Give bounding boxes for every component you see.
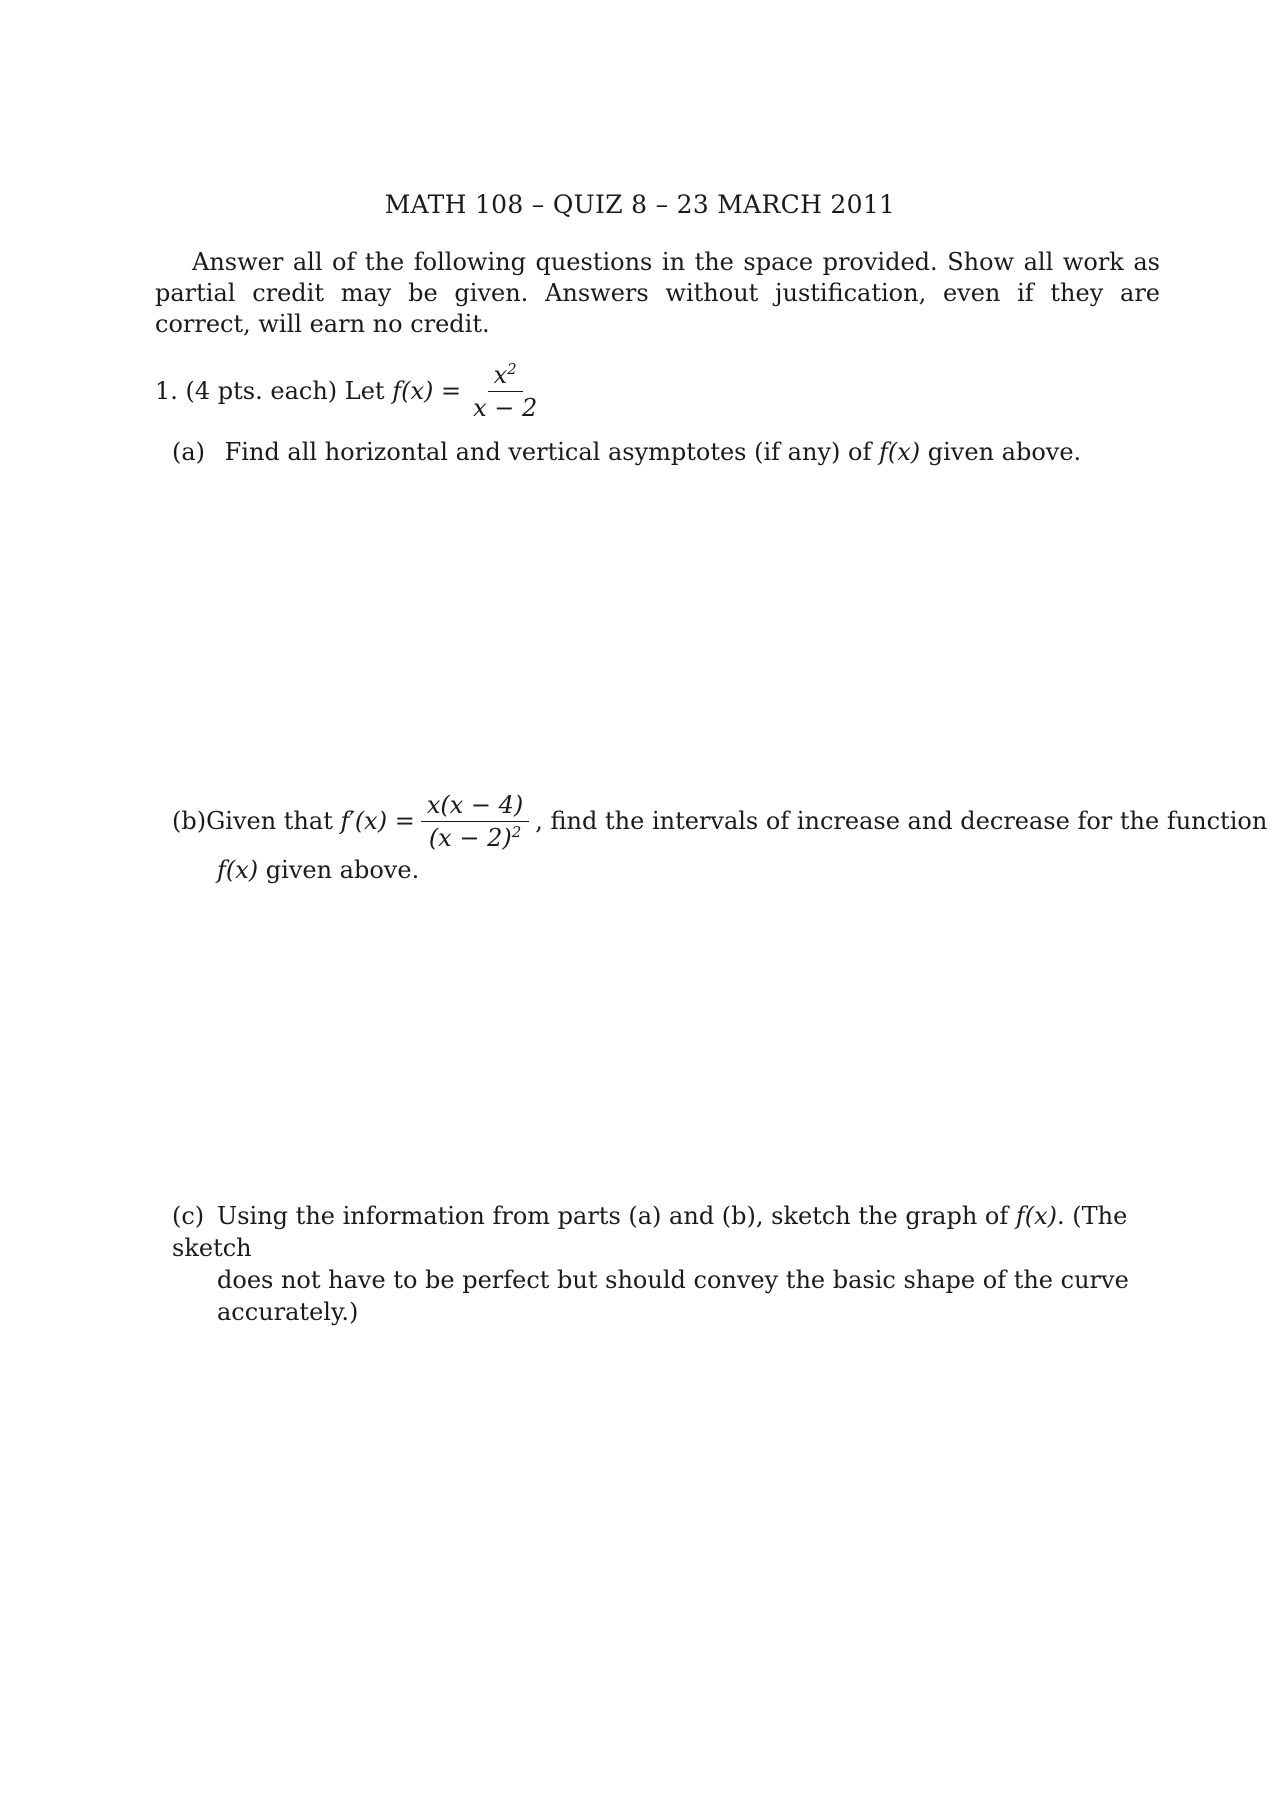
part-a	[172, 438, 1081, 466]
part-a-function: f(x)	[878, 438, 921, 466]
part-b-line-2-text: given above.	[265, 856, 420, 884]
denominator-base: (x − 2)	[428, 823, 512, 852]
numerator-exponent: 2	[507, 359, 517, 378]
part-b	[172, 786, 1268, 884]
part-b-label: (b)	[172, 807, 207, 835]
part-c-text-after: . (The sketch	[172, 1202, 1128, 1262]
question-1-function-name: f(x) =	[392, 377, 462, 405]
part-c-function: f(x)	[1015, 1202, 1058, 1230]
part-c	[172, 1200, 1162, 1328]
question-1-header	[155, 356, 549, 426]
numerator-base: x	[493, 360, 508, 389]
part-b-line-2	[172, 856, 1162, 884]
part-a-text-before: Find all horizontal and vertical asymptotes (if any) of	[224, 438, 872, 466]
fraction-numerator	[488, 359, 523, 392]
part-b-fraction	[421, 792, 529, 851]
question-1-fraction	[467, 359, 543, 422]
part-b-derivative: f′(x) =	[340, 807, 415, 835]
part-c-label: (c)	[172, 1202, 205, 1230]
part-b-numerator: x(x − 4)	[421, 792, 529, 822]
part-b-comma: ,	[535, 807, 543, 835]
part-b-denominator	[423, 822, 527, 851]
question-1-lead: 1. (4 pts. each) Let	[155, 377, 385, 405]
part-b-line-1	[172, 786, 1268, 856]
part-a-label: (a)	[172, 438, 206, 466]
page-title: MATH 108 – QUIZ 8 – 23 MARCH 2011	[384, 190, 896, 219]
part-b-text-after: find the intervals of increase and decrease for the function	[550, 807, 1268, 835]
fraction-denominator: x − 2	[473, 393, 538, 422]
part-b-function: f(x)	[217, 856, 259, 884]
part-c-text-before: Using the information from parts (a) and (b), sketch the graph of	[217, 1202, 1009, 1230]
part-c-line-1	[172, 1200, 1162, 1264]
part-a-text-after: given above.	[927, 438, 1082, 466]
part-b-text-before: Given that	[206, 807, 333, 835]
instructions-paragraph: Answer all of the following questions in the space provided. Show all work as partial credit may be given. Answers without justification, even if they are correct, will earn no credit.	[155, 248, 1160, 338]
part-c-line-2: does not have to be perfect but should convey the basic shape of the curve accurately.)	[217, 1266, 1129, 1326]
denominator-exponent: 2	[511, 822, 522, 841]
